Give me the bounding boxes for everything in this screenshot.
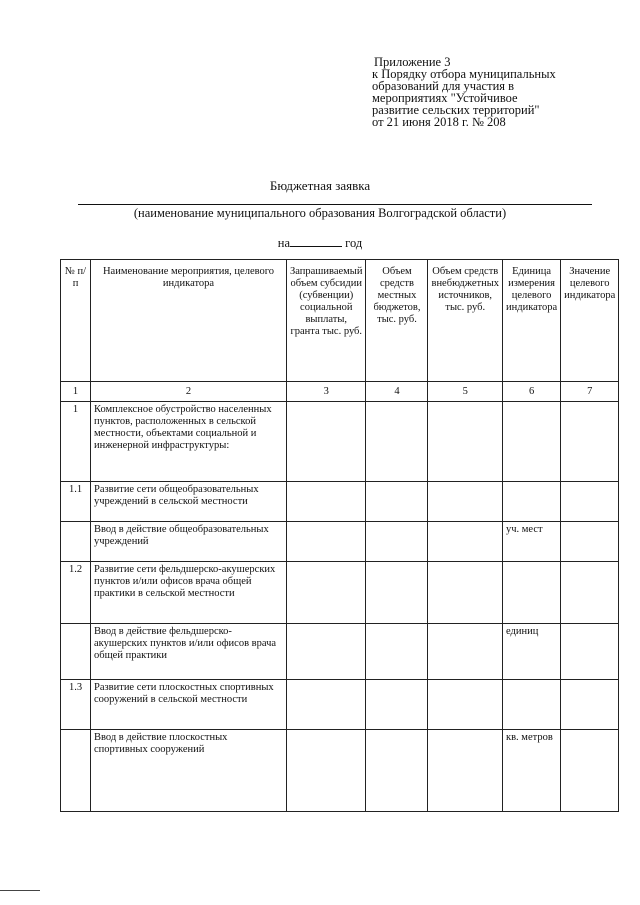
cell bbox=[428, 562, 503, 624]
cell bbox=[561, 562, 619, 624]
row-unit bbox=[503, 482, 561, 522]
cell bbox=[366, 522, 428, 562]
document-title: Бюджетная заявка bbox=[269, 178, 371, 193]
appendix-line: к Порядку отбора муниципальных bbox=[372, 67, 556, 81]
appendix-line: от 21 июня 2018 г. № 208 bbox=[372, 115, 506, 129]
index-cell: 5 bbox=[428, 382, 503, 402]
header-local-budget: Объем средств местных бюджетов, тыс. руб. bbox=[366, 260, 428, 382]
cell bbox=[287, 562, 366, 624]
cell bbox=[366, 482, 428, 522]
cell bbox=[428, 730, 503, 812]
cell bbox=[366, 730, 428, 812]
row-number bbox=[61, 522, 91, 562]
index-cell: 7 bbox=[561, 382, 619, 402]
cell bbox=[366, 624, 428, 680]
cell bbox=[366, 562, 428, 624]
cell bbox=[287, 680, 366, 730]
row-unit bbox=[503, 402, 561, 482]
row-number: 1 bbox=[61, 402, 91, 482]
budget-request-table bbox=[60, 259, 619, 812]
year-blank bbox=[290, 236, 342, 247]
municipality-name-caption: (наименование муниципального образования Волгоградской области) bbox=[133, 206, 507, 220]
cell bbox=[287, 730, 366, 812]
index-cell: 3 bbox=[287, 382, 366, 402]
row-unit: уч. мест bbox=[503, 522, 561, 562]
year-prefix: на bbox=[277, 236, 291, 250]
cell bbox=[561, 482, 619, 522]
row-unit bbox=[503, 680, 561, 730]
year-suffix: год bbox=[345, 236, 363, 250]
appendix-line: образований для участия в bbox=[372, 79, 515, 93]
row-number bbox=[61, 730, 91, 812]
row-number: 1.3 bbox=[61, 680, 91, 730]
row-name: Ввод в действие фельдшерско-акушерских пунктов и/или офисов врача общей практики bbox=[91, 624, 287, 680]
cell bbox=[366, 680, 428, 730]
cell bbox=[287, 624, 366, 680]
header-extrabudget: Объем средств внебюджетных источников, тыс. руб. bbox=[428, 260, 503, 382]
index-cell: 2 bbox=[91, 382, 287, 402]
row-name: Ввод в действие плоскостных спортивных сооружений bbox=[91, 730, 287, 812]
row-name: Ввод в действие общеобразовательных учреждений bbox=[91, 522, 287, 562]
row-unit bbox=[503, 562, 561, 624]
table-row bbox=[61, 562, 619, 624]
appendix-line: Приложение 3 bbox=[374, 55, 451, 69]
row-name: Комплексное обустройство населенных пунктов, расположенных в сельской местности, объектами социальной и инженерной инфраструктуры: bbox=[91, 402, 287, 482]
row-name: Развитие сети общеобразовательных учреждений в сельской местности bbox=[91, 482, 287, 522]
header-value: Значение целевого индикатора bbox=[561, 260, 619, 382]
appendix-line: развитие сельских территорий" bbox=[372, 103, 540, 117]
table-row bbox=[61, 482, 619, 522]
header-name: Наименование мероприятия, целевого индикатора bbox=[91, 260, 287, 382]
cell bbox=[428, 522, 503, 562]
table-row bbox=[61, 624, 619, 680]
header-unit: Единица измерения целевого индикатора bbox=[503, 260, 561, 382]
table-row bbox=[61, 680, 619, 730]
row-number: 1.1 bbox=[61, 482, 91, 522]
cell bbox=[561, 730, 619, 812]
index-cell: 1 bbox=[61, 382, 91, 402]
appendix-block bbox=[372, 56, 622, 128]
cell bbox=[561, 680, 619, 730]
table-row bbox=[61, 522, 619, 562]
index-cell: 6 bbox=[503, 382, 561, 402]
cell bbox=[287, 522, 366, 562]
municipality-name-line bbox=[78, 204, 592, 205]
table-row bbox=[61, 730, 619, 812]
header-subsidy: Запрашиваемый объем субсидии (субвенции) социальной выплаты, гранта тыс. руб. bbox=[287, 260, 366, 382]
table-index-row bbox=[61, 382, 619, 402]
cell bbox=[428, 624, 503, 680]
cell bbox=[428, 680, 503, 730]
cell bbox=[561, 624, 619, 680]
row-number: 1.2 bbox=[61, 562, 91, 624]
year-line bbox=[0, 236, 640, 251]
row-unit: кв. метров bbox=[503, 730, 561, 812]
cell bbox=[428, 482, 503, 522]
table-header-row bbox=[61, 260, 619, 382]
appendix-line: мероприятиях "Устойчивое bbox=[372, 91, 518, 105]
cell bbox=[287, 402, 366, 482]
index-cell: 4 bbox=[366, 382, 428, 402]
cell bbox=[561, 522, 619, 562]
cell bbox=[561, 402, 619, 482]
cell bbox=[287, 482, 366, 522]
page-edge-mark bbox=[0, 890, 40, 891]
row-number bbox=[61, 624, 91, 680]
cell bbox=[428, 402, 503, 482]
row-unit: единиц bbox=[503, 624, 561, 680]
table-row bbox=[61, 402, 619, 482]
row-name: Развитие сети фельдшерско-акушерских пунктов и/или офисов врача общей практики в сельской местности bbox=[91, 562, 287, 624]
header-number: № п/п bbox=[61, 260, 91, 382]
row-name: Развитие сети плоскостных спортивных сооружений в сельской местности bbox=[91, 680, 287, 730]
cell bbox=[366, 402, 428, 482]
